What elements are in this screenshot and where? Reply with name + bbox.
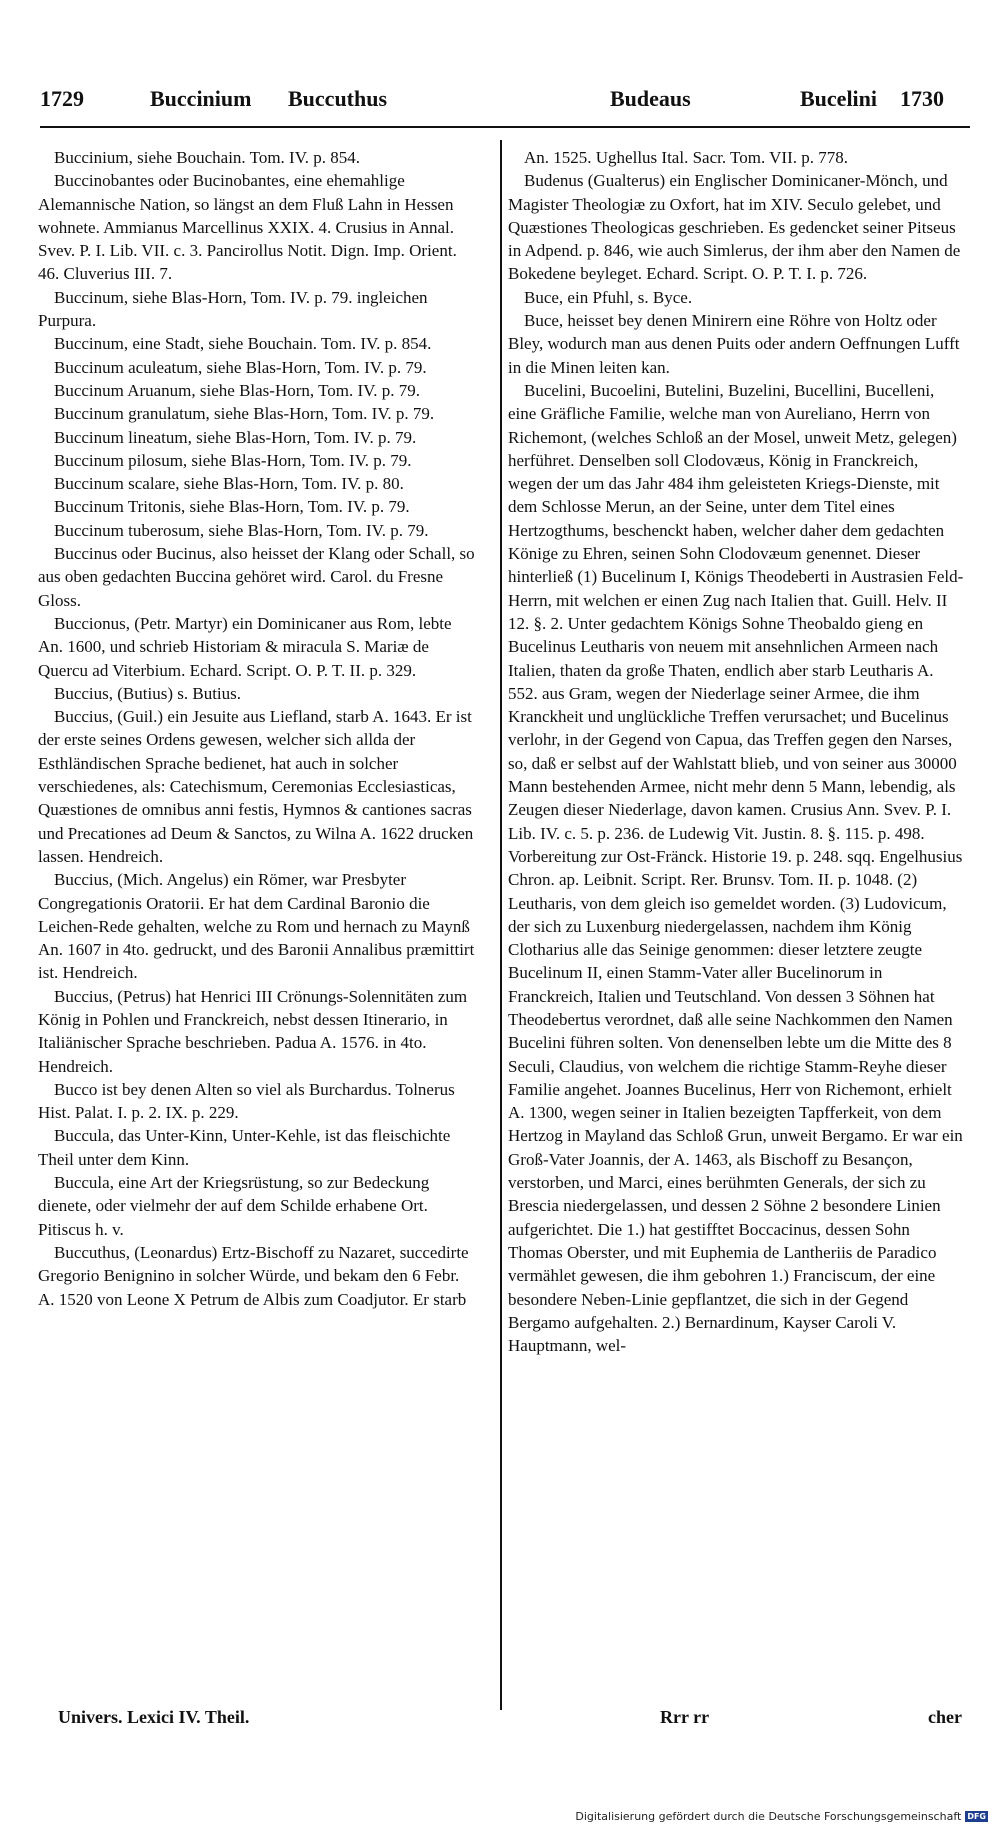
entry: An. 1525. Ughellus Ital. Sacr. Tom. VII. p. 778. — [524, 148, 848, 167]
entry: Buccinum Aruanum, siehe Blas-Horn, Tom. IV. p. 79. — [54, 380, 421, 400]
page-number-left: 1729 — [40, 86, 84, 111]
entry: Buccuthus, (Leonardus) Ertz-Bischoff zu Nazaret, succedirte Gregorio Benignino in solcher Würde, und bekam den 6 Febr. A. 1520 von Leone X Petrum de Albis zum Coadjutor. Er starb — [38, 1242, 469, 1309]
header-catchword-buccinium: Buccinium — [150, 86, 252, 111]
column-divider — [500, 140, 502, 1710]
signature-mark: Univers. Lexici IV. Theil. — [58, 1707, 250, 1727]
header-catchword-buccuthus: Buccuthus — [288, 86, 388, 111]
entry: Buccinobantes oder Bucinobantes, eine ehemahlige Alemannische Nation, so längst an dem Fluß Lahn in Hessen wohnete. Ammianus Marcellinus XXIX. 4. Crusius in Annal. Svev. P. I. Lib. VII. c. 3. Pancirollus Notit. Dign. Imp. Orient. 46. Cluverius III. 7. — [38, 171, 457, 284]
entry: Bucelini, Bucoelini, Butelini, Buzelini, Bucellini, Bucelleni, eine Gräfliche Familie, welche man von Aureliano, Herrn von Richemont, (welches Schloß an der Mosel, unweit Metz, gelegen) herführet. Denselben soll Clodovæus, König in Franckreich, wegen der um das Jahr 484 ihm geleisteten Kriegs-Dienste, mit dem Schlosse Merun, an der Seine, unter dem Titel eines Hertzogthums, beschenckt haben, welcher daher dem gedachten Könige zu Ehren, seinen Sohn Clodovæum genennet. Dieser hinterließ (1) Bucelinum I, Königs Theodeberti in Austrasien Feld-Herrn, mit welchen er einen Zug nach Italien that. Guill. Helv. II 12. §. 2. Unter gedachtem Königs Sohne Theobaldo gieng en Bucelinus Leutharis von neuem mit ansehnlichen Armeen nach Italien, thaten da große Thaten, endlich aber starb Leutharis A. 552. aus Gram, wegen der Niederlage seiner Armee, die ihm Kranckheit und unglückliche Treffen verursachet; und Bucelinus verlohr, in der Gegend von Capua, das Treffen gegen den Narses, so, daß er selbst auf der Wahlstatt blieb, und von seiner aus 30000 Mann bestehenden Armee, nicht mehr denn 5 Mann, lebendig, als Zeugen dieser Niederlage, davon kamen. Crusius Ann. Svev. P. I. Lib. IV. c. 5. p. 236. de Ludewig Vit. Justin. 8. §. 115. p. 498. Vorbereitung zur Ost-Fränck. Historie 19. p. 248. sqq. Engelhusius Chron. ap. Leibnit. Script. Rer. Brunsv. Tom. II. p. 1048. (2) Leutharis, von dem gleich iso gemeldet worden. (3) Ludovicum, der sich zu Luxenburg niedergelassen, nachdem ihm König Clotharius alle das Seinige genommen: dieser letztere zeugte Bucelinum II, einen Stamm-Vater aller Bucelinorum in Franckreich, Italien und Teutschland. Von dessen 3 Söhnen hat Theodebertus verordnet, daß alle seine Nachkommen den Namen Bucelini führen solten. Von denenselben lebte um die Mitte des 8 Seculi, Claudius, von welchem die richtige Stamm-Reyhe dieser Familie angehet. Joannes Bucelinus, Herr von Richemont, erhielt A. 1300, wegen seiner in Italien bezeigten Tapfferkeit, von dem Hertzog in Mayland das Schloß Grun, unweit Bergamo. Er war ein Groß-Vater Joannis, der A. 1463, als Bischoff zu Besançon, verstorben, und Marci, eines berühmten Generals, der sich zu Brescia niedergelassen, und dessen 2 Söhne 2 besondere Linien aufgerichtet. Die 1.) hat gestifftet Boccacinus, dessen Sohn Thomas Oberster, und mit Euphemia de Lantheriis de Paradico vermählet gewesen, die ihm gebohren 1.) Franciscum, der eine besondere Neben-Linie gepflantzet, die sich in der Gegend Bergamo aufgehalten. 2.) Bernardinum, Kayser Caroli V. Hauptmann, wel- — [508, 380, 964, 1356]
running-header — [40, 86, 970, 122]
header-catchword-bucelini: Bucelini — [800, 86, 878, 111]
entry: Buccinum scalare, siehe Blas-Horn, Tom. IV. p. 80. — [54, 474, 404, 494]
entry: Buccinum, eine Stadt, siehe Bouchain. Tom. IV. p. 854. — [54, 334, 432, 354]
entry: Buccinus oder Bucinus, also heisset der Klang oder Schall, so aus oben gedachten Buccina gehöret wird. Carol. du Fresne Gloss. — [38, 544, 475, 610]
header-catchword-budenus: Budeaus — [610, 86, 691, 111]
entry: Buccinum lineatum, siehe Blas-Horn, Tom. IV. p. 79. — [54, 427, 417, 447]
header-rule — [40, 126, 970, 128]
entry: Buccula, das Unter-Kinn, Unter-Kehle, ist das fleischichte Theil unter dem Kinn. — [38, 1126, 451, 1169]
entry: Bucco ist bey denen Alten so viel als Burchardus. Tolnerus Hist. Palat. I. p. 2. IX. p. 229. — [38, 1079, 455, 1123]
entry: Buce, ein Pfuhl, s. Byce. — [524, 287, 693, 307]
right-column — [508, 146, 964, 1357]
entry: Buccius, (Guil.) ein Jesuite aus Liefland, starb A. 1643. Er ist der erste seines Ordens gewesen, welcher sich allda der Esthländischen Sprache bedienet, hat auch in solcher verschiedenes, als: Catechismum, Ceremonias Ecclesiasticas, Quæstiones de omnibus anni festis, Hymnos & cantiones sacras und Precationes ad Deum & Sanctos, zu Wilna A. 1622 drucken lassen. Hendreich. — [38, 707, 474, 866]
catchword: cher — [928, 1707, 962, 1727]
entry: Buccula, eine Art der Kriegsrüstung, so zur Bedeckung dienete, oder vielmehr der auf dem Schilde erhabene Ort. Pitiscus h. v. — [38, 1173, 430, 1239]
sheet-mark: Rrr rr — [660, 1707, 710, 1727]
entry: Buccinum aculeatum, siehe Blas-Horn, Tom. IV. p. 79. — [54, 357, 427, 377]
entry: Buccinum Tritonis, siehe Blas-Horn, Tom. IV. p. 79. — [54, 497, 410, 517]
page-number-right: 1730 — [900, 86, 944, 111]
entry: Buccinum pilosum, siehe Blas-Horn, Tom. IV. p. 79. — [54, 450, 412, 470]
entry: Buccinum tuberosum, siehe Blas-Horn, Tom. IV. p. 79. — [54, 520, 429, 540]
entry: Budenus (Gualterus) ein Englischer Dominicaner-Mönch, und Magister Theologiæ zu Oxfort, hat im XIV. Seculo gelebet, und Quæstiones Theologicas geschrieben. Es gedencket seiner Pitseus in Adpend. p. 846, wie auch Simlerus, der ihm aber den Namen de Bokedene beyleget. Echard. Script. O. P. T. I. p. 726. — [508, 171, 961, 284]
left-column — [38, 146, 478, 1311]
entry: Buccinium, siehe Bouchain. Tom. IV. p. 854. — [54, 148, 361, 167]
digitization-credit — [575, 1810, 988, 1823]
entry: Buccius, (Mich. Angelus) ein Römer, war Presbyter Congregationis Oratorii. Er hat dem Cardinal Baronio die Leichen-Rede gehalten, welche zu Rom und hernach zu Maynß An. 1607 in 4to. gedruckt, und des Baronii Annalibus præmittirt ist. Hendreich. — [38, 870, 475, 983]
entry: Buccinum, siehe Blas-Horn, Tom. IV. p. 79. ingleichen Purpura. — [38, 287, 428, 331]
entry: Buccius, (Petrus) hat Henrici III Crönungs-Solennitäten zum König in Pohlen und Franckreich, nebst dessen Itinerario, in Italiänischer Sprache beschrieben. Padua A. 1576. in 4to. Hendreich. — [38, 986, 468, 1076]
credit-text: Digitalisierung gefördert durch die Deutsche Forschungsgemeinschaft — [575, 1810, 962, 1823]
entry: Buce, heisset bey denen Minirern eine Röhre von Holtz oder Bley, wodurch man aus denen Puits oder andern Oeffnungen Lufft in die Minen leiten kan. — [508, 311, 960, 377]
dfg-logo: DFG — [967, 1812, 986, 1821]
entry: Buccionus, (Petr. Martyr) ein Dominicaner aus Rom, lebte An. 1600, und schrieb Historiam & miracula S. Mariæ de Quercu ad Viterbium. Echard. Script. O. P. T. II. p. 329. — [38, 613, 452, 680]
entry: Buccius, (Butius) s. Butius. — [54, 683, 242, 703]
entry: Buccinum granulatum, siehe Blas-Horn, Tom. IV. p. 79. — [54, 404, 435, 424]
